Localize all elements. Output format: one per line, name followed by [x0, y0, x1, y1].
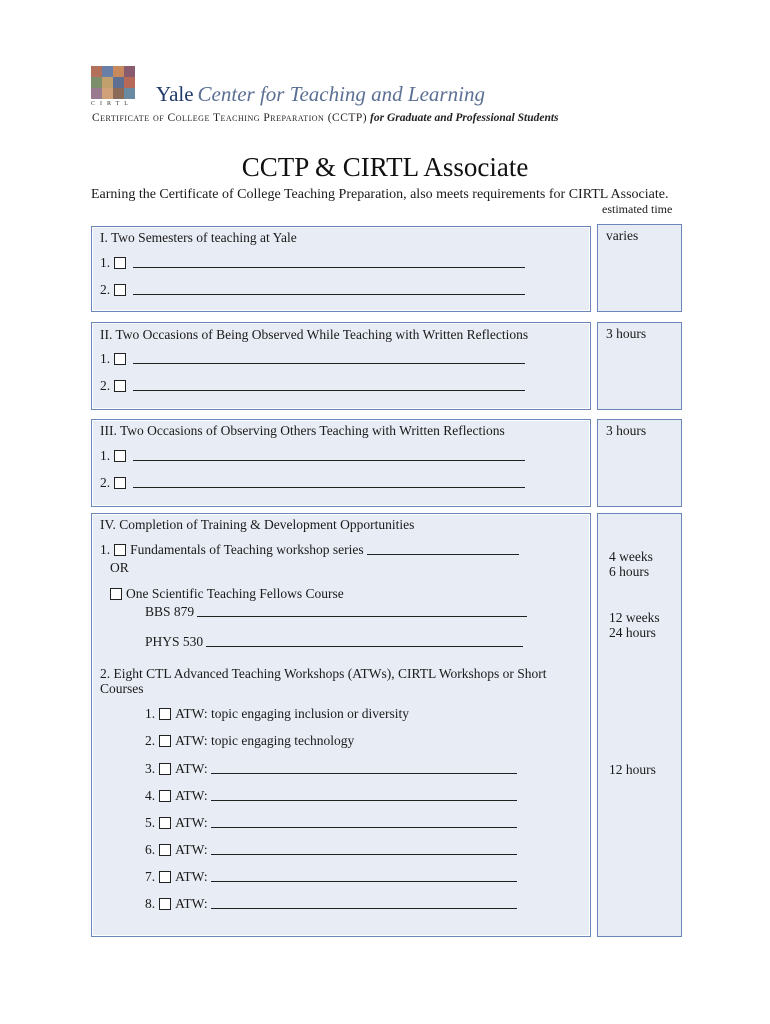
item-number: 2.	[100, 475, 111, 490]
atw-label: ATW: topic engaging technology	[175, 733, 355, 748]
atw-row-2	[145, 733, 354, 749]
item-number: 1.	[100, 542, 111, 557]
fundamentals-hours: 6 hours	[609, 564, 650, 579]
section-2-item-2	[100, 378, 525, 394]
section-3-item-1	[100, 448, 525, 464]
section-2-heading: II. Two Occasions of Being Observed While Teaching with Written Reflections	[100, 327, 529, 342]
bbs-row	[145, 604, 527, 620]
section-2-item-1	[100, 351, 525, 367]
section-3-time: 3 hours	[606, 423, 647, 438]
entry-line[interactable]	[211, 853, 517, 855]
checkbox[interactable]	[114, 353, 126, 365]
atw-label: ATW: topic engaging inclusion or diversity	[175, 706, 409, 721]
atw-row-3	[145, 761, 517, 777]
fundamentals-checkbox[interactable]	[114, 544, 126, 556]
section-1-item-2	[100, 282, 525, 298]
item-number: 6.	[145, 842, 156, 857]
atw-heading-b: Courses	[100, 681, 144, 696]
estimated-time-label: estimated time	[602, 202, 673, 216]
item-number: 5.	[145, 815, 156, 830]
atw-row-1	[145, 706, 409, 722]
certificate-program: Certificate of College Teaching Preparation (CCTP)	[92, 112, 368, 124]
checkbox[interactable]	[159, 844, 171, 856]
section-1-heading: I. Two Semesters of teaching at Yale	[100, 230, 297, 245]
or-label: OR	[110, 560, 129, 575]
item-number: 1.	[100, 448, 111, 463]
yale-ctl-wordmark	[156, 82, 485, 107]
atw-hours: 12 hours	[609, 762, 656, 777]
checkbox[interactable]	[114, 257, 126, 269]
item-number: 2.	[100, 282, 111, 297]
checkbox[interactable]	[159, 898, 171, 910]
atw-row-6	[145, 842, 517, 858]
stf-row	[106, 586, 344, 602]
yale-name: Yale	[156, 82, 194, 106]
atw-label: ATW:	[175, 815, 208, 830]
checkbox[interactable]	[159, 708, 171, 720]
page-subtitle: Earning the Certificate of College Teaching Preparation, also meets requirements for CIRTL Associate.	[91, 187, 669, 202]
atw-label: ATW:	[175, 842, 208, 857]
bbs-label: BBS 879	[145, 604, 195, 619]
item-number: 7.	[145, 869, 156, 884]
section-4-heading: IV. Completion of Training & Development Opportunities	[100, 517, 415, 532]
atw-row-7	[145, 869, 517, 885]
section-2-time: 3 hours	[606, 326, 647, 341]
checkbox[interactable]	[159, 871, 171, 883]
item-number: 4.	[145, 788, 156, 803]
item-number: 8.	[145, 896, 156, 911]
entry-line[interactable]	[367, 553, 519, 555]
page-title: CCTP & CIRTL Associate	[241, 152, 529, 182]
entry-line[interactable]	[197, 615, 527, 617]
item-number: 1.	[100, 351, 111, 366]
item-number: 2.	[100, 378, 111, 393]
entry-line[interactable]	[133, 266, 525, 268]
entry-line[interactable]	[211, 799, 517, 801]
entry-line[interactable]	[133, 389, 525, 391]
atw-label: ATW:	[175, 869, 208, 884]
certificate-audience: for Graduate and Professional Students	[370, 112, 559, 124]
item-number: 1.	[100, 255, 111, 270]
checkbox[interactable]	[159, 817, 171, 829]
atw-label: ATW:	[175, 788, 208, 803]
checkbox[interactable]	[159, 735, 171, 747]
phys-label: PHYS 530	[145, 634, 204, 649]
atw-label: ATW:	[175, 761, 208, 776]
section-1-time: varies	[606, 228, 639, 243]
stf-label: One Scientific Teaching Fellows Course	[126, 586, 344, 601]
phys-row	[145, 634, 523, 650]
stf-weeks: 12 weeks	[609, 610, 660, 625]
entry-line[interactable]	[133, 362, 525, 364]
entry-line[interactable]	[133, 486, 525, 488]
checkbox[interactable]	[159, 763, 171, 775]
section-1-item-1	[100, 255, 525, 271]
entry-line[interactable]	[133, 293, 525, 295]
ctl-name: Center for Teaching and Learning	[197, 82, 485, 106]
item-number: 3.	[145, 761, 156, 776]
checkbox[interactable]	[114, 380, 126, 392]
item-number: 1.	[145, 706, 156, 721]
entry-line[interactable]	[211, 907, 517, 909]
stf-checkbox[interactable]	[110, 588, 122, 600]
entry-line[interactable]	[211, 826, 517, 828]
atw-row-5	[145, 815, 517, 831]
atw-heading-a: 2. Eight CTL Advanced Teaching Workshops (ATWs), CIRTL Workshops or Short	[100, 666, 547, 681]
section-3-item-2	[100, 475, 525, 491]
fundamentals-label: Fundamentals of Teaching workshop series	[130, 542, 364, 557]
atw-row-8	[145, 896, 517, 912]
atw-label: ATW:	[175, 896, 208, 911]
section-3-heading: III. Two Occasions of Observing Others Teaching with Written Reflections	[100, 423, 505, 438]
checkbox[interactable]	[159, 790, 171, 802]
entry-line[interactable]	[206, 645, 523, 647]
checkbox[interactable]	[114, 450, 126, 462]
fundamentals-row	[100, 542, 519, 558]
stf-hours: 24 hours	[609, 625, 656, 640]
entry-line[interactable]	[211, 772, 517, 774]
fundamentals-weeks: 4 weeks	[609, 549, 653, 564]
item-number: 2.	[145, 733, 156, 748]
entry-line[interactable]	[211, 880, 517, 882]
cirtl-logo-text: CIRTL	[91, 101, 133, 107]
atw-row-4	[145, 788, 517, 804]
entry-line[interactable]	[133, 459, 525, 461]
checkbox[interactable]	[114, 477, 126, 489]
checkbox[interactable]	[114, 284, 126, 296]
certificate-line	[92, 112, 559, 124]
